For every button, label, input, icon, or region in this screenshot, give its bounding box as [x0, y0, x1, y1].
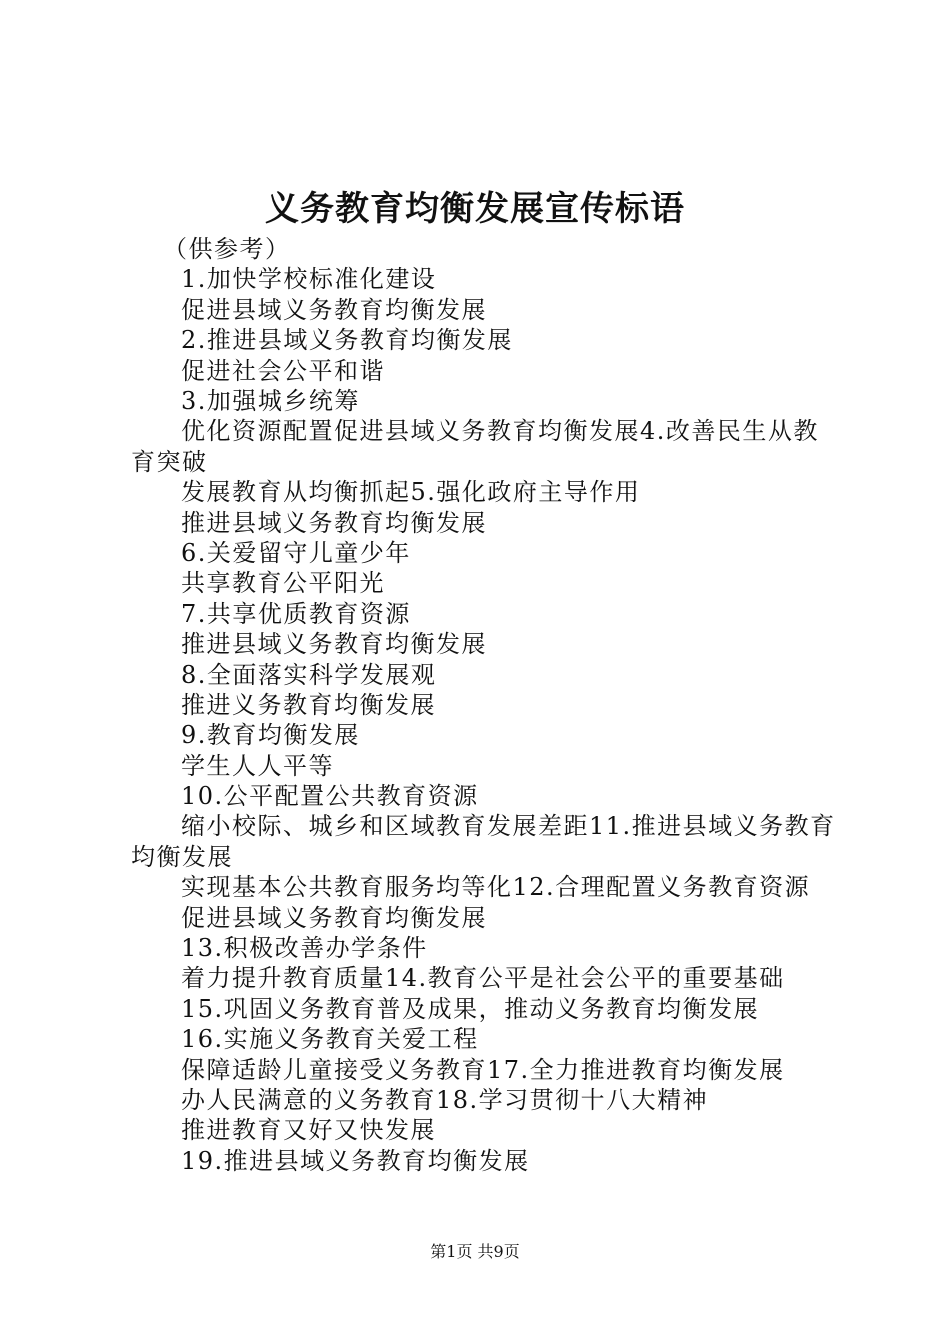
text-line: 促进县域义务教育均衡发展 [181, 295, 487, 324]
text-line: 办人民满意的义务教育18.学习贯彻十八大精神 [181, 1086, 709, 1114]
text-line: 8.全面落实科学发展观 [181, 660, 437, 689]
text-line: 促进社会公平和谐 [181, 356, 385, 385]
text-line: 推进县域义务教育均衡发展 [181, 630, 487, 659]
text-line: 发展教育从均衡抓起5.强化政府主导作用 [181, 478, 641, 507]
text-line: 促进县域义务教育均衡发展 [181, 903, 487, 932]
document-title: 义务教育均衡发展宣传标语 [265, 189, 685, 229]
text-line: 1.加快学校标准化建设 [181, 265, 437, 294]
text-line: 15.巩固义务教育普及成果，推动义务教育均衡发展 [181, 994, 760, 1023]
text-line: 实现基本公共教育服务均等化12.合理配置义务教育资源 [181, 873, 811, 902]
page-footer: 第1页 共9页 [430, 1242, 520, 1261]
text-line: 缩小校际、城乡和区域教育发展差距11.推进县域义务教育均衡发展 [131, 812, 836, 871]
text-line: 3.加强城乡统筹 [181, 386, 360, 415]
text-line: 13.积极改善办学条件 [181, 934, 428, 963]
document-body [131, 234, 836, 1176]
text-line: 推进义务教育均衡发展 [181, 690, 436, 719]
text-line: 19.推进县域义务教育均衡发展 [181, 1146, 530, 1175]
text-line: 着力提升教育质量14.教育公平是社会公平的重要基础 [181, 964, 785, 993]
text-line: 9.教育均衡发展 [181, 721, 360, 750]
note-line: （供参考） [163, 235, 291, 263]
text-line: 16.实施义务教育关爱工程 [181, 1025, 479, 1054]
text-line: 保障适龄儿童接受义务教育17.全力推进教育均衡发展 [181, 1055, 785, 1084]
text-line: 6.关爱留守儿童少年 [181, 538, 411, 567]
text-line: 共享教育公平阳光 [181, 569, 385, 598]
text-line: 推进教育又好又快发展 [181, 1116, 436, 1145]
text-line: 推进县域义务教育均衡发展 [181, 508, 487, 537]
text-line: 2.推进县域义务教育均衡发展 [181, 326, 513, 355]
text-line: 优化资源配置促进县域义务教育均衡发展4.改善民生从教育突破 [131, 417, 819, 476]
text-line: 学生人人平等 [181, 751, 334, 780]
text-line: 7.共享优质教育资源 [181, 599, 411, 628]
text-line: 10.公平配置公共教育资源 [181, 782, 479, 811]
